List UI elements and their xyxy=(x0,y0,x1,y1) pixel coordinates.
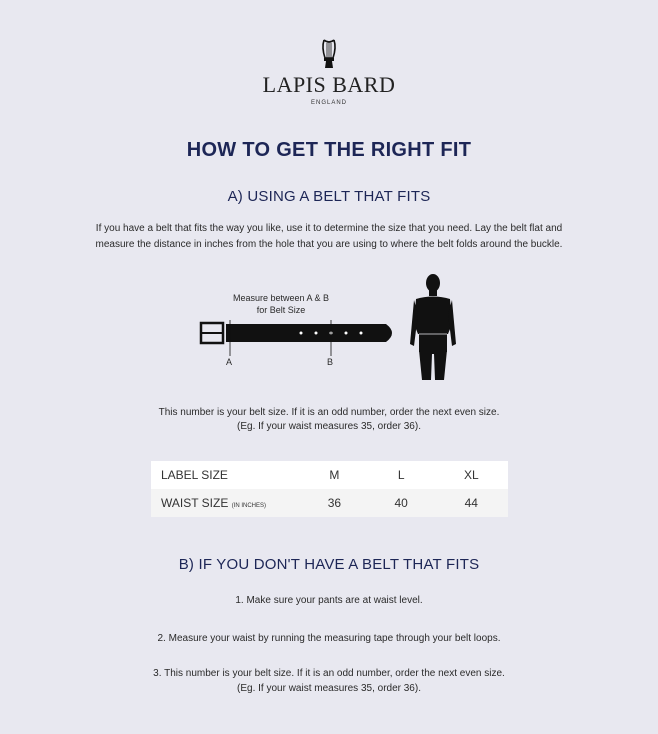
intro-line-1: If you have a belt that fits the way you like, use it to determine the size that you need. Lay the belt flat and xyxy=(95,223,563,234)
belt-diagram xyxy=(196,290,406,370)
waist-size-label: WAIST SIZE xyxy=(161,496,229,510)
step-3-line-1: 3. This number is your belt size. If it is an odd number, order the next even size. xyxy=(153,668,505,679)
waist-cell: 40 xyxy=(368,489,435,517)
waist-cell: 44 xyxy=(435,489,508,517)
size-cell: M xyxy=(329,468,340,482)
point-a-label: A xyxy=(226,357,233,367)
diagram-caption-line-2: for Belt Size xyxy=(256,305,306,315)
waist-size-header xyxy=(151,489,301,517)
step-1: 1. Make sure your pants are at waist level. xyxy=(235,595,423,606)
label-size-header: LABEL SIZE xyxy=(161,468,228,482)
size-cell: L xyxy=(397,468,405,482)
brand-name: LAPIS BARD xyxy=(262,72,396,97)
section-a-heading: A) USING A BELT THAT FITS xyxy=(227,188,431,205)
section-a-note xyxy=(0,406,658,434)
waist-cell: 36 xyxy=(301,489,368,517)
waist-unit-label: (IN INCHES) xyxy=(231,503,267,509)
table-row xyxy=(151,489,508,517)
brand-subtitle: ENGLAND xyxy=(310,100,347,106)
step-3 xyxy=(0,666,658,696)
step-3-line-2: (Eg. If your waist measures 35, order 36). xyxy=(237,683,421,694)
size-cell: XL xyxy=(463,468,479,482)
man-silhouette-icon xyxy=(408,274,458,382)
note-line-2: (Eg. If your waist measures 35, order 36). xyxy=(237,421,421,432)
intro-line-2: measure the distance in inches from the hole that you are using to where the belt folds around the buckle. xyxy=(95,239,563,250)
table-row xyxy=(151,461,508,489)
point-b-label: B xyxy=(327,357,334,367)
section-a-intro xyxy=(0,221,658,253)
harp-icon xyxy=(319,38,339,70)
step-2: 2. Measure your waist by running the measuring tape through your belt loops. xyxy=(157,633,501,644)
page-title: HOW TO GET THE RIGHT FIT xyxy=(186,139,472,161)
brand-logo xyxy=(0,38,658,106)
note-line-1: This number is your belt size. If it is an odd number, order the next even size. xyxy=(158,407,500,418)
size-table xyxy=(151,461,508,517)
section-b-heading: B) IF YOU DON'T HAVE A BELT THAT FITS xyxy=(178,556,480,573)
diagram-caption-line-1: Measure between A & B xyxy=(232,293,330,303)
